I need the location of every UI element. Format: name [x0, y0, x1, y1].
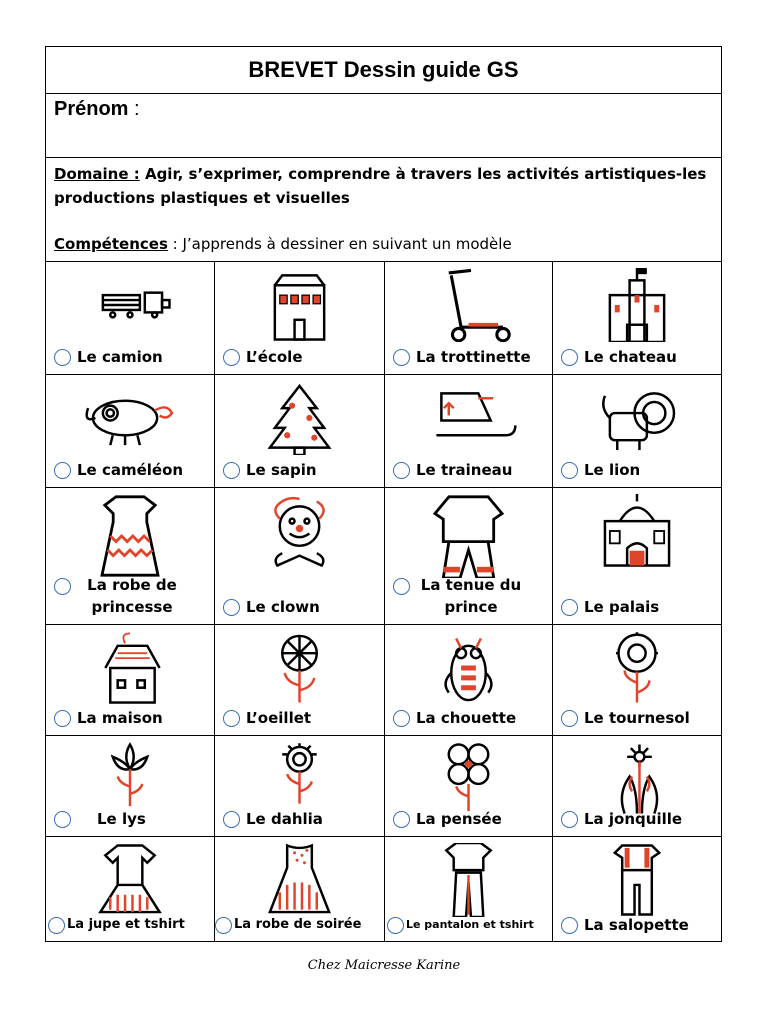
item-label: Le lion — [584, 461, 641, 479]
castle-icon — [553, 268, 721, 342]
sunflower-icon — [553, 631, 721, 705]
checkbox[interactable] — [393, 710, 410, 727]
item-label: La maison — [77, 709, 163, 727]
overalls-icon — [553, 843, 721, 917]
page-title: BREVET Dessin guide GS — [46, 47, 721, 94]
truck-icon — [46, 268, 214, 342]
grid-cell — [46, 837, 215, 942]
grid-cell — [215, 262, 385, 375]
checkbox[interactable] — [223, 462, 240, 479]
checkbox[interactable] — [561, 811, 578, 828]
checkbox[interactable] — [223, 599, 240, 616]
grid-cell — [553, 488, 721, 625]
item-label: La jonquille — [584, 810, 683, 828]
item-label: La robe de soirée — [234, 917, 362, 932]
evening-dress-icon — [215, 843, 384, 917]
item-label: Le tournesol — [584, 709, 690, 727]
prince-outfit-icon — [385, 494, 552, 578]
item-label: L’école — [246, 348, 303, 366]
item-label: La trottinette — [416, 348, 531, 366]
prenom-label: Prénom — [54, 98, 129, 120]
checkbox[interactable] — [393, 578, 410, 595]
grid-cell — [215, 837, 385, 942]
carnation-icon — [215, 631, 384, 705]
lily-icon — [46, 742, 214, 816]
school-icon — [215, 268, 384, 342]
item-label: Le palais — [584, 598, 660, 616]
competences-label: Compétences — [54, 235, 168, 253]
checkbox[interactable] — [561, 710, 578, 727]
grid-cell — [46, 375, 215, 488]
item-label: La tenue du prince — [420, 576, 522, 616]
dahlia-icon — [215, 742, 384, 816]
grid-cell — [385, 488, 553, 625]
checkbox[interactable] — [54, 811, 71, 828]
item-label: Le sapin — [246, 461, 317, 479]
house-icon — [46, 631, 214, 705]
palace-icon — [553, 494, 721, 568]
checkbox[interactable] — [54, 578, 71, 595]
checkbox[interactable] — [561, 462, 578, 479]
grid-cell — [385, 625, 553, 736]
checkbox[interactable] — [561, 599, 578, 616]
worksheet — [45, 46, 722, 942]
domaine-label: Domaine : — [54, 165, 140, 183]
grid-cell — [215, 375, 385, 488]
item-label: Le lys — [97, 810, 146, 828]
competences-text: : J’apprends à dessiner en suivant un modèle — [167, 235, 512, 253]
grid-cell — [385, 736, 553, 837]
scooter-icon — [385, 268, 552, 342]
grid-cell — [46, 262, 215, 375]
prenom-field[interactable] — [46, 94, 721, 158]
pants-tshirt-icon — [385, 843, 552, 917]
daffodil-icon — [553, 742, 721, 816]
checkbox[interactable] — [393, 462, 410, 479]
grid-cell — [46, 736, 215, 837]
item-label: Le dahlia — [246, 810, 323, 828]
owl-icon — [385, 631, 552, 705]
sled-icon — [385, 381, 552, 455]
checkbox[interactable] — [393, 811, 410, 828]
grid-cell — [553, 625, 721, 736]
chameleon-icon — [46, 381, 214, 455]
checkbox[interactable] — [54, 349, 71, 366]
item-label: Le caméléon — [77, 461, 184, 479]
pansy-icon — [385, 742, 552, 816]
checkbox[interactable] — [48, 917, 65, 934]
grid-cell — [385, 262, 553, 375]
checkbox[interactable] — [223, 811, 240, 828]
grid-cell — [215, 625, 385, 736]
grid-cell — [215, 736, 385, 837]
clown-icon — [215, 494, 384, 568]
item-label: La salopette — [584, 916, 689, 934]
grid-cell — [46, 488, 215, 625]
grid-cell — [215, 488, 385, 625]
checkbox[interactable] — [561, 917, 578, 934]
fir-tree-icon — [215, 381, 384, 455]
skirt-tshirt-icon — [46, 843, 214, 917]
item-label: La jupe et tshirt — [67, 917, 185, 932]
footer-credit: Chez Maicresse Karine — [307, 958, 461, 973]
checkbox[interactable] — [223, 710, 240, 727]
item-label: L’oeillet — [246, 709, 312, 727]
grid-cell — [385, 375, 553, 488]
princess-dress-icon — [46, 494, 214, 578]
checkbox[interactable] — [54, 462, 71, 479]
checkbox[interactable] — [561, 349, 578, 366]
checkbox[interactable] — [54, 710, 71, 727]
checkbox[interactable] — [393, 349, 410, 366]
drawing-grid — [46, 261, 721, 942]
grid-cell — [385, 837, 553, 942]
grid-cell — [553, 736, 721, 837]
prenom-colon: : — [128, 98, 140, 120]
grid-cell — [553, 375, 721, 488]
item-label: Le pantalon et tshirt — [406, 918, 534, 931]
checkbox[interactable] — [215, 917, 232, 934]
domaine-block — [46, 158, 721, 262]
grid-cell — [46, 625, 215, 736]
checkbox[interactable] — [223, 349, 240, 366]
item-label: Le camion — [77, 348, 163, 366]
domaine-text: Agir, s’exprimer, comprendre à travers les activités artistiques-les productions plastiques et visuelles — [54, 165, 707, 207]
item-label: La robe de princesse — [87, 576, 177, 616]
checkbox[interactable] — [387, 917, 404, 934]
item-label: La pensée — [416, 810, 502, 828]
grid-cell — [553, 837, 721, 942]
item-label: La chouette — [416, 709, 517, 727]
lion-icon — [553, 381, 721, 455]
item-label: Le chateau — [584, 348, 677, 366]
item-label: Le traineau — [416, 461, 513, 479]
item-label: Le clown — [246, 598, 320, 616]
grid-cell — [553, 262, 721, 375]
